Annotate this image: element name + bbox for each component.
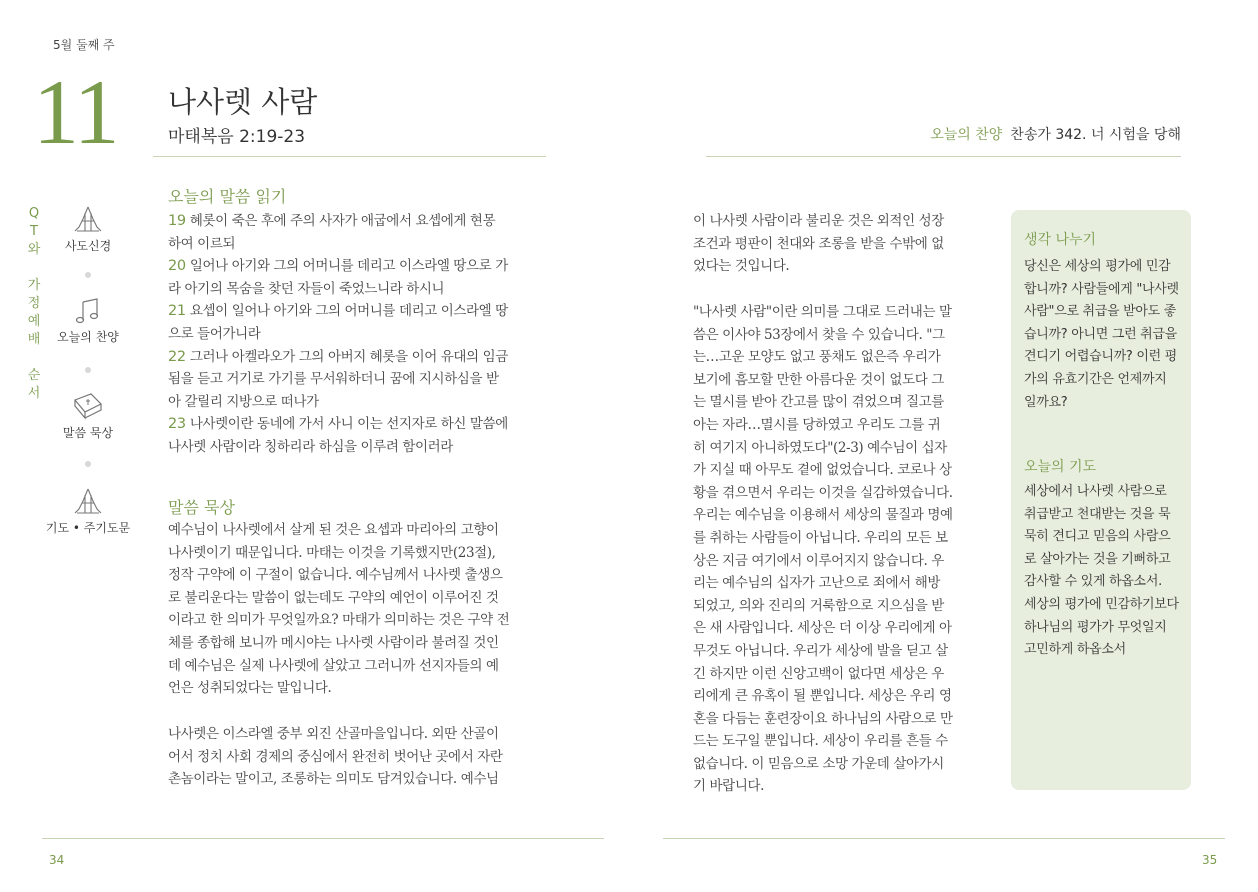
text-line: 기 바랍니다.	[693, 778, 764, 795]
verse-text: 됨을 듣고 거기로 가기를 무서워하더니 꿈에 지시하심을 받	[168, 371, 499, 388]
step-apostles-creed	[38, 205, 138, 254]
text-line: 견디기 어렵습니까? 이런 평	[1024, 349, 1177, 365]
text-line: 히 여기지 아니하였도다"(2-3) 예수님이 십자	[693, 439, 947, 456]
vertical-label-char: 가	[27, 278, 41, 293]
verse-text: 아 갈릴리 지방으로 떠나가	[168, 393, 319, 410]
sharing-heading: 생각 나누기	[1024, 232, 1097, 248]
vertical-label-char: 정	[27, 296, 41, 311]
text-line: 어서 정치 사회 경제의 중심에서 완전히 벗어난 곳에서 자란	[168, 748, 503, 765]
verse-text: 그러나 아켈라오가 그의 아버지 혜롯을 이어 유대의 임금	[189, 348, 508, 365]
text-line: 로 불리운다는 말씀이 없는데도 구약의 예언이 이루어진 것	[168, 589, 499, 606]
text-line: 합니까? 사람들에게 "나사렛	[1024, 281, 1179, 297]
verse-line	[168, 413, 546, 436]
verse-line	[168, 278, 546, 301]
hymn-line	[930, 124, 1181, 144]
verse-number: 23	[168, 416, 190, 433]
page-title: 나사렛 사람	[168, 85, 318, 119]
meditation-paragraph-2	[168, 723, 546, 791]
text-line: 언은 성취되었다는 말입니다.	[168, 680, 332, 697]
text-line: 씀은 이사야 53장에서 찾을 수 있습니다. "그	[693, 326, 945, 343]
text-line: 는 멸시를 받아 간고를 많이 겪었으며 질고를	[693, 394, 944, 411]
verse-number: 22	[168, 348, 190, 365]
text-line: 묵히 견디고 믿음의 사람으	[1024, 529, 1171, 545]
text-line: 하나님의 평가가 무엇일지	[1024, 619, 1167, 635]
text-line: 황을 겪으면서 우리는 이것을 실감하였습니다.	[693, 484, 953, 501]
meditation-heading: 말씀 묵상	[168, 498, 235, 517]
text-line: 이라고 한 의미가 무엇일까요? 마태가 의미하는 것은 구약 전	[168, 612, 510, 629]
vertical-label-char: 서	[27, 386, 41, 401]
text-line: 드는 도구일 뿐입니다. 세상이 우리를 흔들 수	[693, 733, 948, 750]
verse-line	[168, 300, 546, 323]
text-line: 는…고운 모양도 없고 풍채도 없은즉 우리가	[693, 349, 941, 366]
text-line: 감사할 수 있게 하옵소서.	[1024, 574, 1162, 590]
hymn-title: 찬송가 342. 너 시험을 당해	[1010, 127, 1181, 143]
vertical-label-char	[24, 349, 44, 367]
vertical-label-char: 배	[27, 332, 41, 347]
text-line: 보기에 흠모할 만한 아름다운 것이 없도다 그	[693, 371, 944, 388]
page-number-right: 35	[1202, 853, 1218, 867]
verse-text: 으로 들어가니라	[168, 325, 261, 342]
reading-heading: 오늘의 말씀 읽기	[168, 187, 287, 206]
step-label: 사도신경	[64, 239, 112, 253]
text-line: 조건과 평판이 천대와 조롱을 받을 수밖에 없	[693, 235, 944, 252]
text-line: 혼을 다듬는 훈련장이요 하나님의 사람으로 만	[693, 710, 953, 727]
text-line: 체를 종합해 보니까 메시야는 나사렛 사람이라 불려질 것인	[168, 634, 499, 651]
text-line: 일까요?	[1024, 394, 1068, 410]
hymn-divider	[706, 156, 1181, 157]
text-line: 습니까? 아니면 그런 취급을	[1024, 326, 1177, 342]
step-label: 말씀 묵상	[62, 426, 114, 440]
prayer-heading: 오늘의 기도	[1024, 459, 1097, 475]
text-line: 되었고, 의와 진리의 거룩함으로 지으심을 받	[693, 597, 944, 614]
verse-text: 라 아기의 목숨을 찾던 자들이 죽었느니라 하시니	[168, 280, 445, 297]
hymn-label: 오늘의 찬양	[930, 127, 1003, 143]
meditation-paragraph-1	[168, 519, 546, 700]
text-line: 사람"으로 취급을 받아도 좋	[1024, 304, 1177, 320]
text-line: 정작 구약에 이 구절이 없습니다. 예수님께서 나사렛 출생으	[168, 567, 503, 584]
verse-number: 20	[168, 258, 190, 275]
praying-hands-icon	[71, 205, 105, 235]
verse-line	[168, 233, 546, 256]
text-line: "나사렛 사람"이란 의미를 그대로 드러내는 말	[693, 304, 952, 320]
text-line: 가의 유효기간은 언제까지	[1024, 371, 1167, 387]
prayer-text	[1024, 481, 1184, 662]
reading-verses	[168, 210, 546, 459]
page-number-left: 34	[49, 853, 65, 867]
step-separator	[85, 461, 91, 467]
text-line: 리는 예수님의 십자가 고난으로 죄에서 해방	[693, 575, 940, 592]
vertical-label-char	[24, 259, 44, 277]
step-label: 기도 • 주기도문	[45, 521, 131, 535]
verse-text: 일어나 아기와 그의 어머니를 데리고 이스라엘 땅으로 가	[189, 258, 508, 275]
step-prayer	[38, 487, 138, 536]
verse-text: 요셉이 일어나 아기와 그의 어머니를 데리고 이스라엘 땅	[189, 303, 508, 320]
scripture-reference: 마태복음 2:19-23	[168, 127, 306, 147]
text-line: 가 지실 때 아무도 곁에 없었습니다. 코로나 상	[693, 462, 952, 479]
vertical-label-char: Q	[28, 206, 40, 221]
vertical-label-char: T	[30, 224, 38, 239]
verse-line	[168, 210, 546, 233]
bible-icon	[71, 390, 105, 422]
sharing-questions	[1024, 256, 1184, 414]
text-line: 를 취하는 사람들이 아닙니다. 우리의 모든 보	[693, 529, 948, 546]
text-line: 우리는 예수님을 이용해서 세상의 물질과 명예	[693, 507, 953, 524]
continued-paragraph-1	[693, 210, 983, 278]
vertical-label-char: 예	[27, 314, 41, 329]
text-line: 취급받고 천대받는 것을 묵	[1024, 506, 1171, 522]
day-number: 11	[33, 61, 118, 163]
verse-number: 21	[168, 303, 190, 320]
verse-text: 나사렛 사람이라 칭하리라 하심을 이루려 함이러라	[168, 438, 453, 455]
week-label: 5월 둘째 주	[53, 38, 115, 52]
text-line: 긴 하지만 이런 신앙고백이 없다면 세상은 우	[693, 665, 944, 682]
text-line: 나사렛이기 때문입니다. 마태는 이것을 기록했지만(23절),	[168, 544, 496, 561]
text-line: 당신은 세상의 평가에 민감	[1024, 259, 1171, 274]
text-line: 이 나사렛 사람이라 불리운 것은 외적인 성장	[693, 213, 944, 229]
praying-hands-icon	[71, 487, 105, 517]
text-line: 나사렛은 이스라엘 중부 외진 산골마을입니다. 외딴 산골이	[168, 726, 499, 742]
vertical-label-char: 와	[27, 242, 41, 257]
step-label: 오늘의 찬양	[57, 330, 119, 344]
verse-number: 19	[168, 213, 190, 229]
text-line: 은 새 사람입니다. 세상은 더 이상 우리에게 아	[693, 620, 952, 637]
verse-line	[168, 368, 546, 391]
text-line: 로 살아가는 것을 기뻐하고	[1024, 551, 1171, 567]
verse-line	[168, 255, 546, 278]
verse-line	[168, 436, 546, 459]
verse-line	[168, 323, 546, 346]
step-separator	[85, 272, 91, 278]
text-line: 아는 자라…멸시를 당하였고 우리도 그를 귀	[693, 416, 941, 433]
verse-text: 혜롯이 죽은 후에 주의 사자가 애굽에서 요셉에게 현몽	[189, 213, 496, 229]
verse-text: 나사렛이란 동네에 가서 사니 이는 선지자로 하신 말씀에	[189, 416, 508, 433]
verse-line	[168, 346, 546, 369]
text-line: 었다는 것입니다.	[693, 258, 790, 275]
text-line: 무것도 아닙니다. 우리가 세상에 발을 딛고 살	[693, 642, 948, 659]
verse-line	[168, 391, 546, 414]
music-note-icon	[71, 296, 105, 326]
text-line: 상은 지금 여기에서 이루어지지 않습니다. 우	[693, 552, 944, 569]
text-line: 세상에서 나사렛 사람으로	[1024, 484, 1167, 499]
vertical-label-char: 순	[27, 368, 41, 383]
step-separator	[85, 367, 91, 373]
footer-rule-left	[42, 838, 604, 839]
text-line: 고민하게 하옵소서	[1024, 642, 1126, 658]
text-line: 예수님이 나사렛에서 살게 된 것은 요셉과 마리아의 고향이	[168, 522, 499, 538]
text-line: 없습니다. 이 믿음으로 소망 가운데 살아가시	[693, 755, 944, 772]
verse-text: 하여 이르되	[168, 235, 236, 252]
continued-paragraph-2	[693, 301, 983, 798]
title-divider	[153, 156, 546, 157]
text-line: 세상의 평가에 민감하기보다	[1024, 596, 1179, 612]
step-meditation	[38, 390, 138, 441]
step-todays-hymn	[38, 296, 138, 345]
text-line: 데 예수님은 실제 나사렛에 살았고 그러니까 선지자들의 예	[168, 657, 499, 674]
text-line: 리에게 큰 유혹이 될 뿐입니다. 세상은 우리 영	[693, 688, 952, 705]
text-line: 촌놈이라는 말이고, 조롱하는 의미도 담겨있습니다. 예수님	[168, 771, 499, 788]
footer-rule-right	[663, 838, 1225, 839]
